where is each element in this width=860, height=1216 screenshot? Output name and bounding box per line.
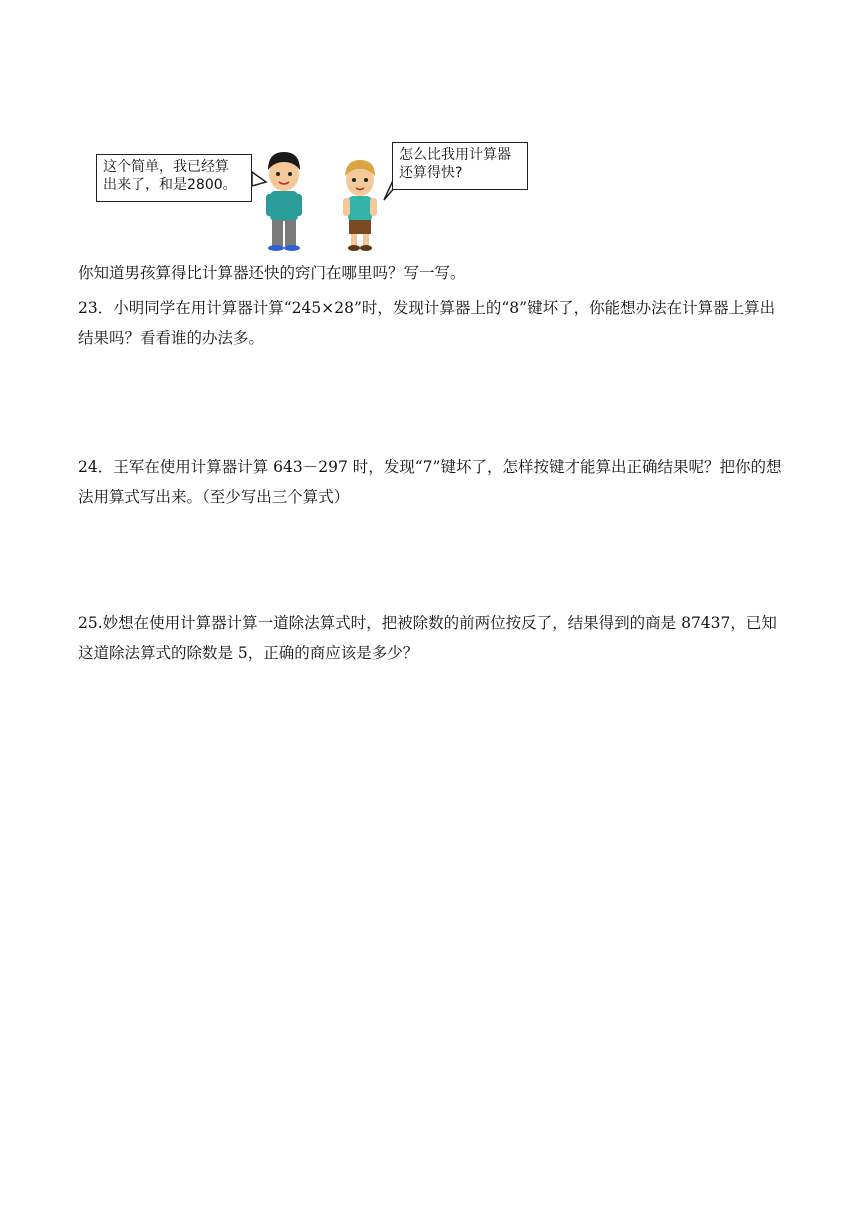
speech-bubble-left: 这个简单，我已经算 出来了，和是2800。 — [96, 154, 252, 202]
boy-black-hair — [266, 152, 302, 251]
left-bubble-tail — [252, 172, 266, 186]
boy-blond-hair — [343, 160, 377, 251]
cartoon-illustration — [96, 140, 536, 254]
question-25: 25.妙想在使用计算器计算一道除法算式时，把被除数的前两位按反了，结果得到的商是 87437，已知这道除法算式的除数是 5，正确的商应该是多少？ — [78, 614, 777, 662]
question-23: 23．小明同学在用计算器计算“245×28”时，发现计算器上的“8”键坏了，你能想办法在计算器上算出结果吗？看看谁的办法多。 — [78, 299, 776, 347]
question-24: 24．王军在使用计算器计算 643－297 时，发现“7”键坏了，怎样按键才能算出正确结果呢？把你的想法用算式写出来。（至少写出三个算式） — [78, 458, 782, 506]
intro-question: 你知道男孩算得比计算器还快的窍门在哪里吗？写一写。 — [78, 264, 466, 282]
speech-bubble-right: 怎么比我用计算器 还算得快? — [392, 142, 528, 190]
